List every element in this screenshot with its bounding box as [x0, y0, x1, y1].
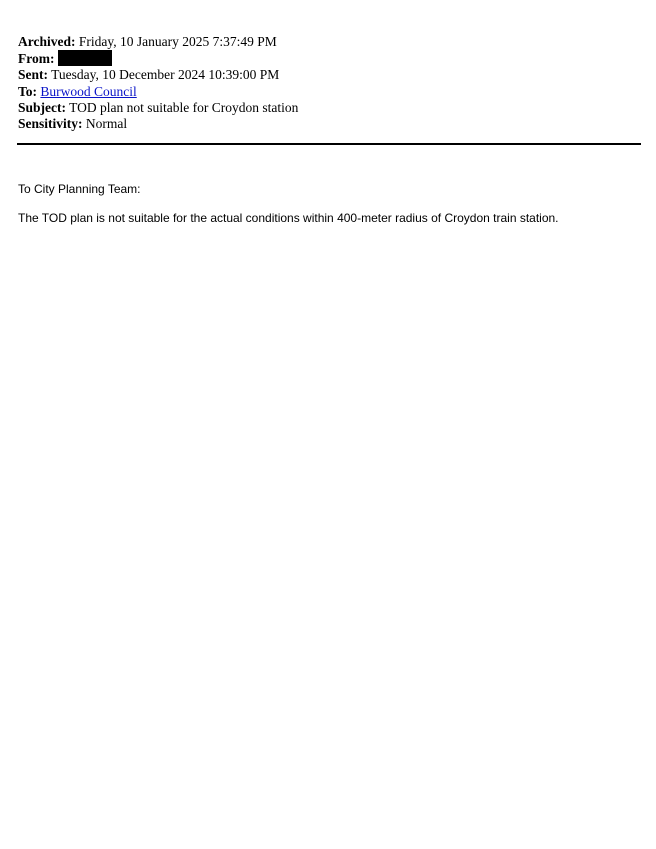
redacted-sender-block	[58, 50, 112, 66]
subject-row	[18, 100, 638, 116]
sent-label: Sent:	[18, 67, 48, 83]
archived-row	[18, 34, 638, 50]
header-divider	[17, 143, 641, 145]
to-row	[18, 84, 638, 100]
recipient-link[interactable]: Burwood Council	[40, 83, 137, 99]
from-label: From:	[18, 51, 55, 67]
email-salutation: To City Planning Team:	[18, 182, 141, 196]
subject-value: TOD plan not suitable for Croydon station	[69, 99, 299, 115]
sensitivity-row	[18, 116, 638, 132]
sent-value: Tuesday, 10 December 2024 10:39:00 PM	[51, 67, 280, 83]
email-header	[18, 34, 638, 132]
from-row	[18, 50, 638, 67]
sent-row	[18, 67, 638, 83]
sensitivity-value: Normal	[85, 116, 128, 132]
subject-label: Subject:	[18, 99, 66, 115]
archived-label: Archived:	[18, 34, 76, 49]
email-message: The TOD plan is not suitable for the actual conditions within 400-meter radius of Croydon train station.	[18, 211, 559, 225]
sensitivity-label: Sensitivity:	[18, 116, 83, 132]
archived-value: Friday, 10 January 2025 7:37:49 PM	[78, 34, 277, 49]
to-label: To:	[18, 83, 38, 99]
